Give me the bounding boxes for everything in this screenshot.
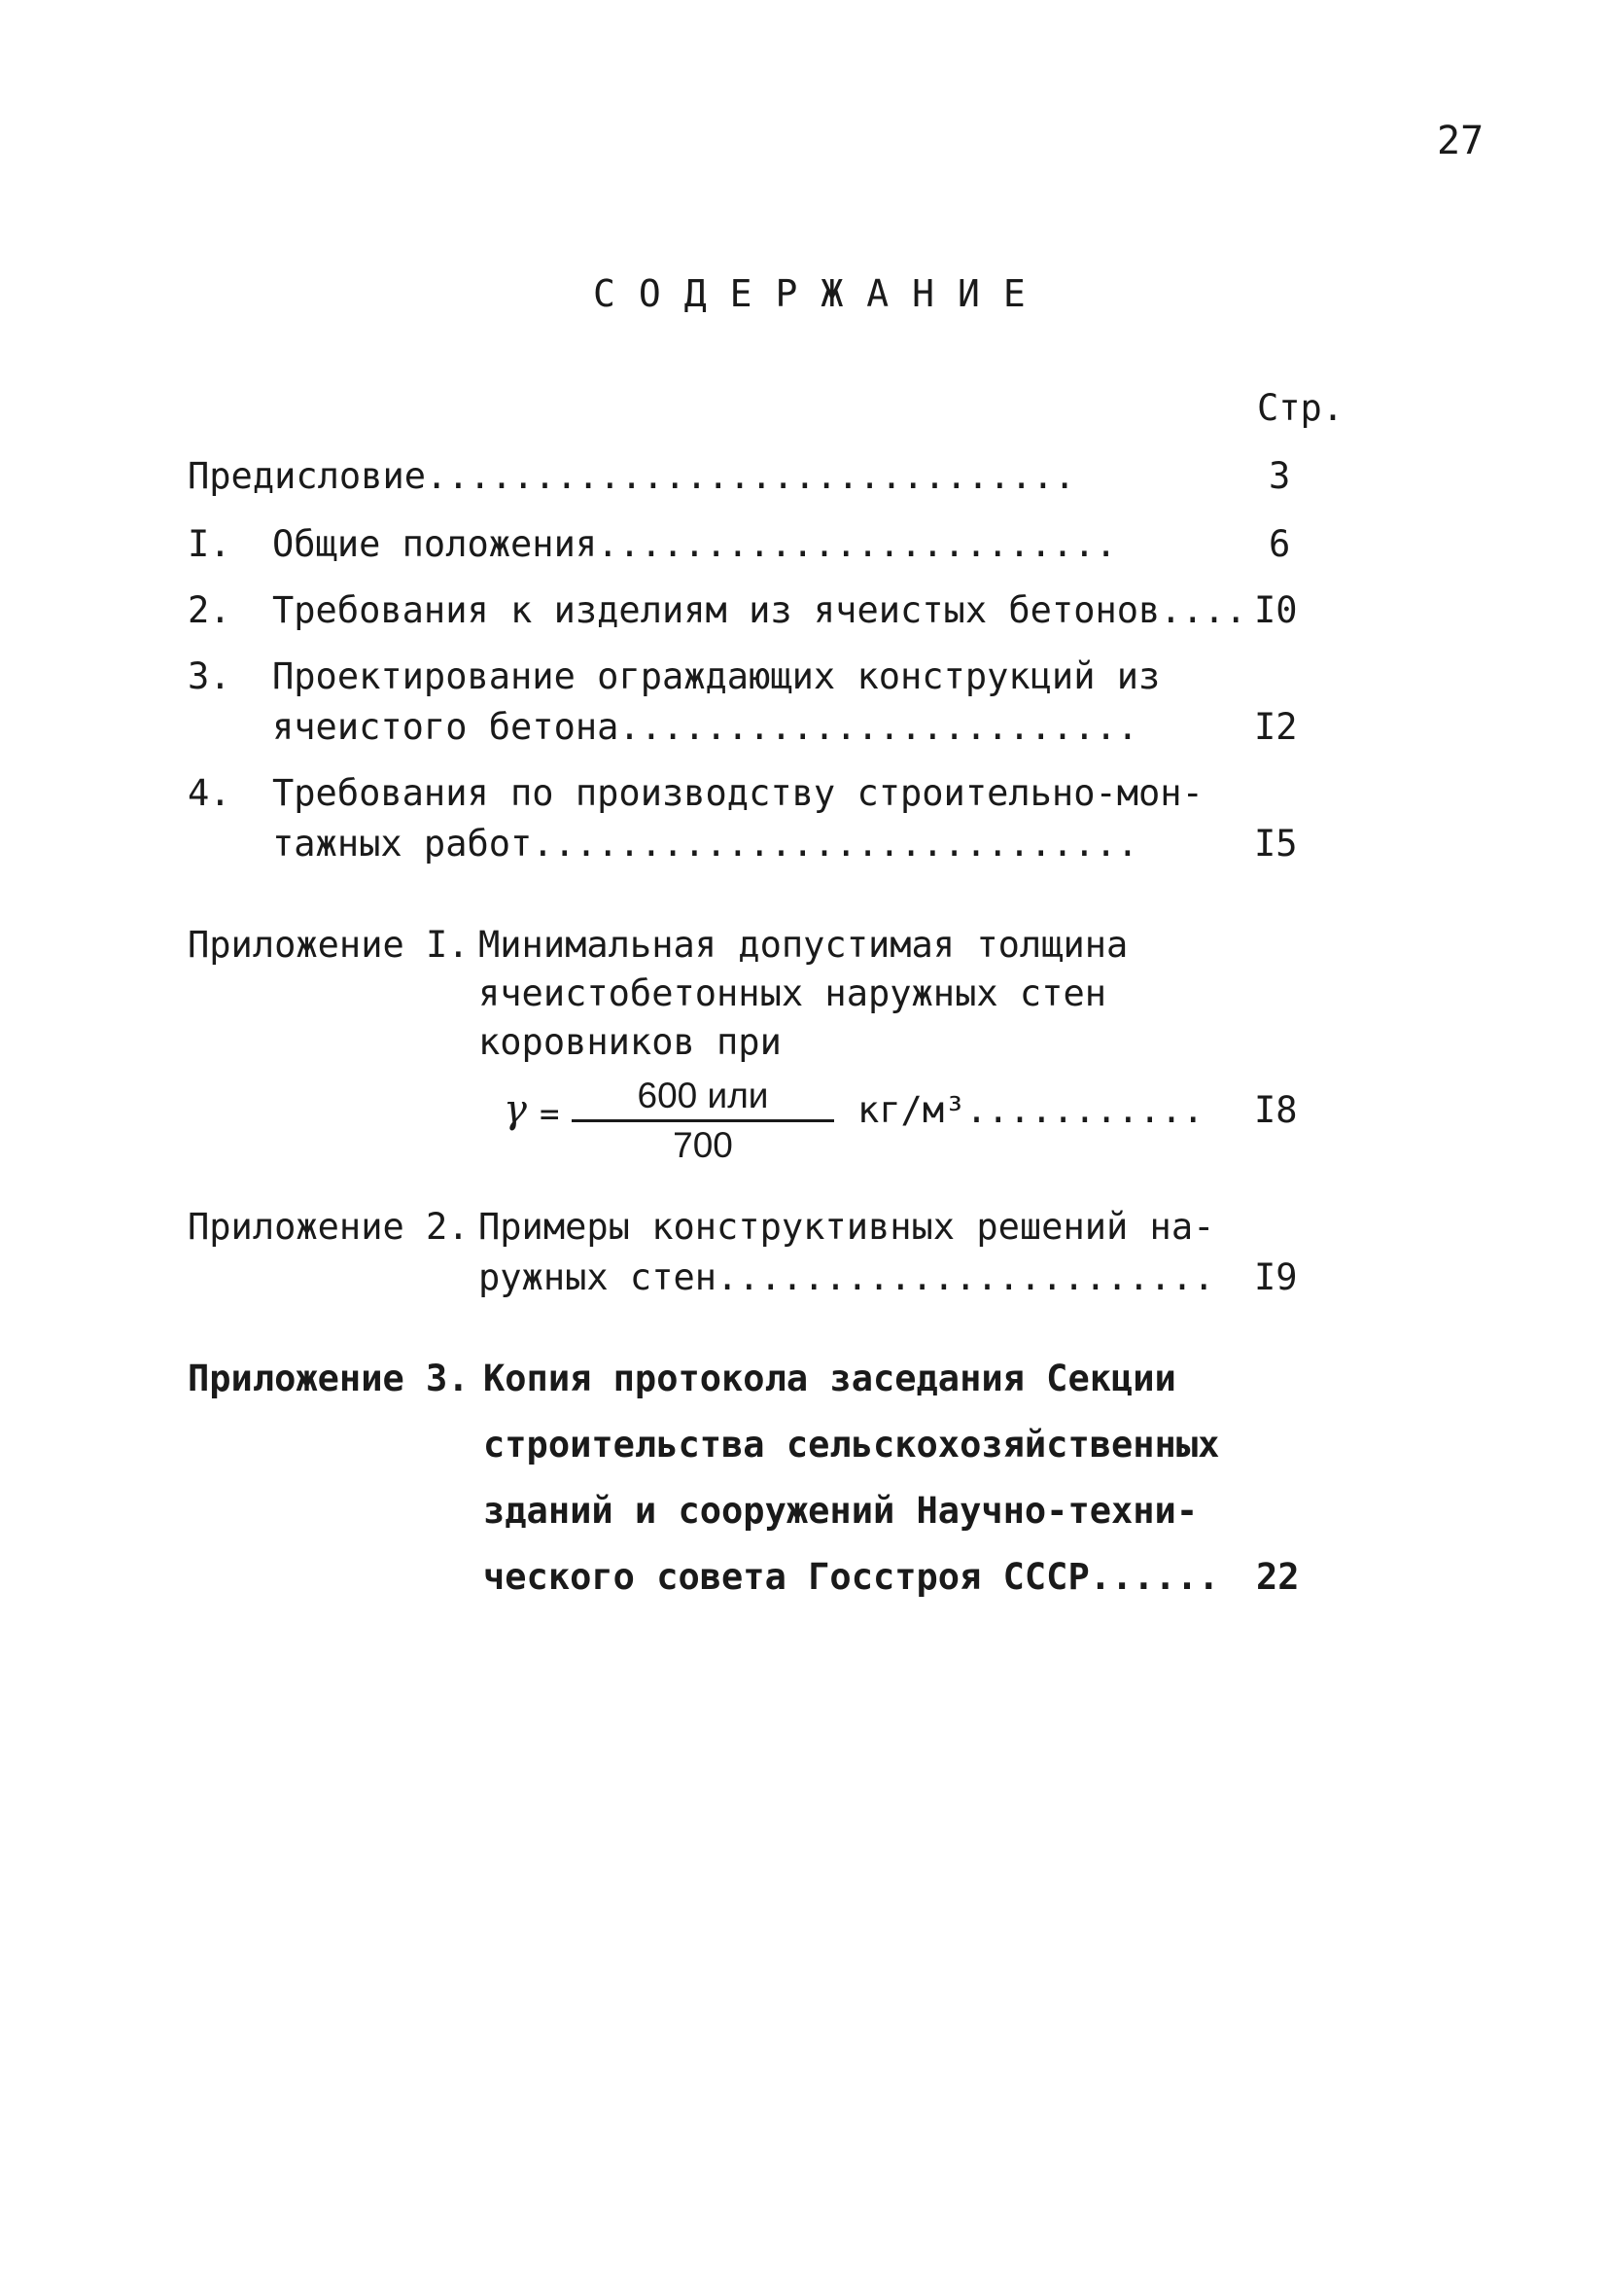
appendix-1-line1: Минимальная допустимая толщина [478, 924, 1129, 966]
formula-equals: = [540, 1095, 560, 1134]
page-column-header: Стр. [1257, 387, 1345, 429]
toc-page-1: 6 [1269, 523, 1291, 565]
toc-entry-3-line2: ячеистого бетона........................ [272, 706, 1139, 748]
appendix-2-line1: Примеры конструктивных решений на- [478, 1206, 1215, 1248]
toc-page-2: I0 [1254, 589, 1298, 631]
appendix-3-line4: ческого совета Госстроя СССР...... [483, 1556, 1220, 1598]
appendix-3-line1: Копия протокола заседания Секции [483, 1358, 1176, 1399]
formula-denominator: 700 [673, 1125, 733, 1165]
toc-index-2: 2. [188, 589, 231, 631]
appendix-3-line3: зданий и сооружений Научно-техни- [483, 1490, 1199, 1532]
page-title: СОДЕРЖАНИЕ [593, 272, 1049, 315]
toc-entry-1: Общие положения........................ [272, 523, 1117, 565]
toc-page-3: I2 [1254, 706, 1298, 748]
appendix-2-line2: ружных стен....................... [478, 1256, 1215, 1298]
toc-entry-4-line2: тажных работ............................ [272, 823, 1139, 865]
toc-page-preface: 3 [1269, 455, 1291, 497]
appendix-3-page: 22 [1256, 1556, 1300, 1598]
toc-entry-4-line1: Требования по производству строительно-мон- [272, 772, 1204, 814]
appendix-3-prefix: Приложение 3. [188, 1358, 470, 1399]
toc-entry-3-line1: Проектирование ограждающих конструкций из [272, 655, 1161, 697]
appendix-1-line3: коровников при [478, 1021, 782, 1063]
toc-index-1: I. [188, 523, 231, 565]
toc-entry-2: Требования к изделиям из ячеистых бетонов.... [272, 589, 1247, 631]
page-number: 27 [1437, 119, 1485, 163]
appendix-2-prefix: Приложение 2. [188, 1206, 470, 1248]
toc-index-4: 4. [188, 772, 231, 814]
toc-page-4: I5 [1254, 823, 1298, 865]
formula-gamma-symbol: γ [504, 1087, 527, 1132]
formula-fraction [572, 1075, 834, 1167]
formula-unit: кг/м³........... [857, 1089, 1205, 1131]
appendix-1-line2: ячеистобетонных наружных стен [478, 972, 1107, 1014]
appendix-1-page: I8 [1254, 1089, 1298, 1131]
appendix-3-line2: строительства сельскохозяйственных [483, 1424, 1220, 1466]
appendix-1-prefix: Приложение I. [188, 924, 470, 966]
formula-numerator: 600 или [572, 1075, 834, 1122]
appendix-2-page: I9 [1254, 1256, 1298, 1298]
toc-index-3: 3. [188, 655, 231, 697]
toc-entry-preface: Предисловие.............................. [188, 455, 1076, 497]
